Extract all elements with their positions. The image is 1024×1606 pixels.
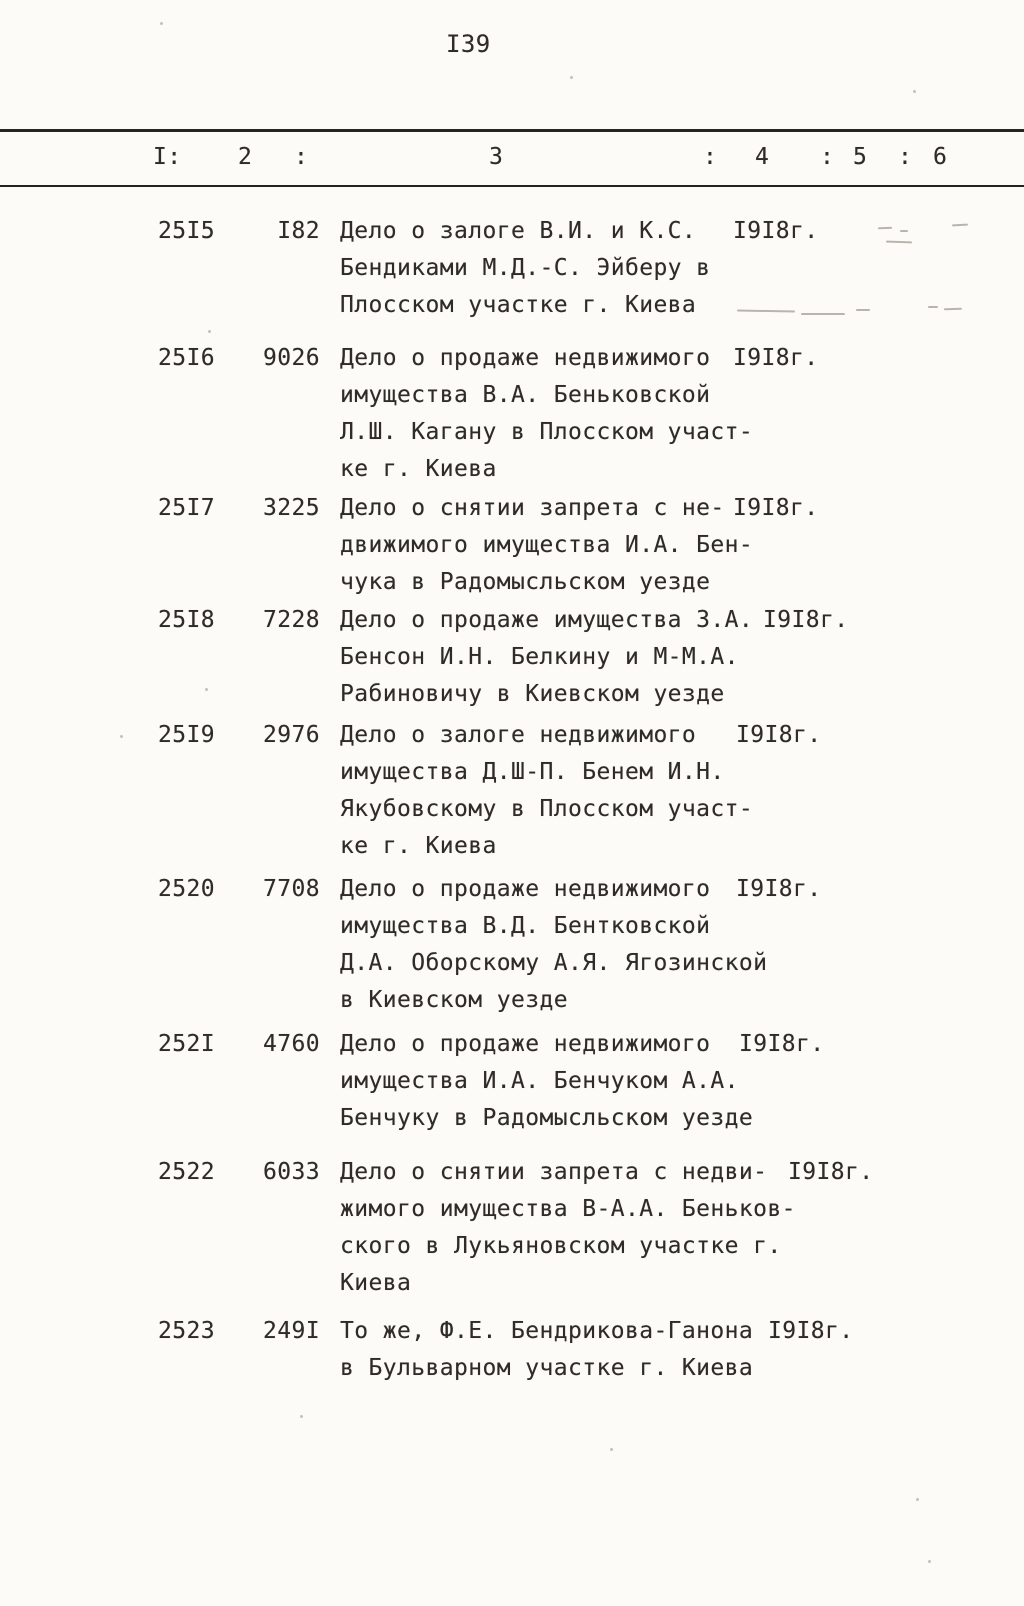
entry-year: I9I8г. <box>733 218 819 244</box>
entry-old-number: 9026 <box>263 345 320 371</box>
entry-year: I9I8г. <box>733 345 819 371</box>
description-line: ского в Лукьяновском участке г. <box>340 1233 782 1259</box>
entry-old-number: 7708 <box>263 876 320 902</box>
scan-speck <box>160 22 163 25</box>
table-body <box>0 213 1024 1387</box>
table-row <box>0 1154 1024 1302</box>
column-separator: : <box>898 144 913 170</box>
table-row <box>0 1026 1024 1137</box>
description-line: То же, Ф.Е. Бендрикова-Ганона <box>340 1318 754 1344</box>
description-line: Якубовскому в Плосском участ- <box>340 796 754 822</box>
entry-number: 25I9 <box>158 722 215 748</box>
table-row <box>0 490 1024 601</box>
table-top-rule <box>0 129 1024 132</box>
page-number: I39 <box>446 30 491 58</box>
column-header-5: 5 <box>853 144 868 170</box>
entry-year: I9I8г. <box>736 722 822 748</box>
entry-number: 2520 <box>158 876 215 902</box>
scan-speck <box>928 1560 931 1563</box>
description-line: Дело о снятии запрета с не- <box>340 495 725 521</box>
description-line: Бенсон И.Н. Белкину и М-М.А. <box>340 644 739 670</box>
column-header-2: 2 <box>238 144 253 170</box>
pencil-mark <box>928 306 938 308</box>
entry-year: I9I8г. <box>739 1031 825 1057</box>
column-header-6: 6 <box>933 144 948 170</box>
description-line: имущества Д.Ш-П. Бенем И.Н. <box>340 759 725 785</box>
description-line: имущества В.Д. Бентковской <box>340 913 711 939</box>
description-line: жимого имущества В-А.А. Беньков- <box>340 1196 796 1222</box>
entry-number: 25I7 <box>158 495 215 521</box>
description-line: Дело о залоге недвижимого <box>340 722 697 748</box>
description-line: Дело о снятии запрета с недви- <box>340 1159 768 1185</box>
column-separator: : <box>820 144 835 170</box>
column-header-3: 3 <box>489 144 504 170</box>
entry-number: 252I <box>158 1031 215 1057</box>
pencil-mark <box>801 313 845 315</box>
entry-year: I9I8г. <box>788 1159 874 1185</box>
description-line: Дело о продаже недвижимого <box>340 876 711 902</box>
description-line: ке г. Киева <box>340 456 497 482</box>
description-line: Киева <box>340 1270 412 1296</box>
description-line: Дело о продаже имущества З.А. <box>340 607 754 633</box>
scan-speck <box>205 688 208 691</box>
entry-number: 25I6 <box>158 345 215 371</box>
entry-old-number: 7228 <box>263 607 320 633</box>
column-separator: : <box>294 144 309 170</box>
pencil-mark <box>900 230 908 232</box>
description-line: имущества И.А. Бенчуком А.А. <box>340 1068 739 1094</box>
entry-number: 25I5 <box>158 218 215 244</box>
table-row <box>0 340 1024 488</box>
entry-year: I9I8г. <box>768 1318 854 1344</box>
description-line: Рабиновичу в Киевском уезде <box>340 681 725 707</box>
scan-speck <box>120 735 123 738</box>
entry-old-number: 2976 <box>263 722 320 748</box>
table-row <box>0 871 1024 1019</box>
table-row <box>0 1313 1024 1387</box>
entry-description <box>340 1313 820 1387</box>
column-separator: : <box>703 144 718 170</box>
description-line: Д.А. Оборскому А.Я. Ягозинской <box>340 950 768 976</box>
description-line: Дело о продаже недвижимого <box>340 345 711 371</box>
description-line: Дело о залоге В.И. и К.С. <box>340 218 697 244</box>
description-line: Бенчуку в Радомысльском уезде <box>340 1105 754 1131</box>
entry-old-number: I82 <box>277 218 320 244</box>
scan-speck <box>916 1498 919 1501</box>
entry-year: I9I8г. <box>763 607 849 633</box>
entry-year: I9I8г. <box>736 876 822 902</box>
entry-description <box>340 1154 820 1302</box>
description-line: Л.Ш. Кагану в Плосском участ- <box>340 419 754 445</box>
table-row <box>0 602 1024 713</box>
entry-description <box>340 602 820 713</box>
description-line: в Киевском уезде <box>340 987 568 1013</box>
entry-number: 2523 <box>158 1318 215 1344</box>
description-line: имущества В.А. Беньковской <box>340 382 711 408</box>
entry-old-number: 249I <box>263 1318 320 1344</box>
scan-speck <box>913 90 916 93</box>
description-line: Дело о продаже недвижимого <box>340 1031 711 1057</box>
table-row <box>0 213 1024 324</box>
scan-speck <box>300 1415 303 1418</box>
description-line: ке г. Киева <box>340 833 497 859</box>
scan-speck <box>610 1448 613 1451</box>
scan-speck <box>208 330 211 333</box>
description-line: чука в Радомысльском уезде <box>340 569 711 595</box>
entry-number: 25I8 <box>158 607 215 633</box>
table-header-rule <box>0 185 1024 187</box>
entry-old-number: 4760 <box>263 1031 320 1057</box>
description-line: движимого имущества И.А. Бен- <box>340 532 754 558</box>
entry-number: 2522 <box>158 1159 215 1185</box>
description-line: Плосском участке г. Киева <box>340 292 697 318</box>
entry-old-number: 3225 <box>263 495 320 521</box>
entry-year: I9I8г. <box>733 495 819 521</box>
scan-speck <box>570 76 573 79</box>
description-line: Бендиками М.Д.-С. Эйберу в <box>340 255 711 281</box>
table-row <box>0 717 1024 865</box>
entry-old-number: 6033 <box>263 1159 320 1185</box>
column-header-4: 4 <box>755 144 770 170</box>
description-line: в Бульварном участке г. Киева <box>340 1355 754 1381</box>
column-header-1: I: <box>153 144 182 170</box>
pencil-mark <box>856 309 870 311</box>
